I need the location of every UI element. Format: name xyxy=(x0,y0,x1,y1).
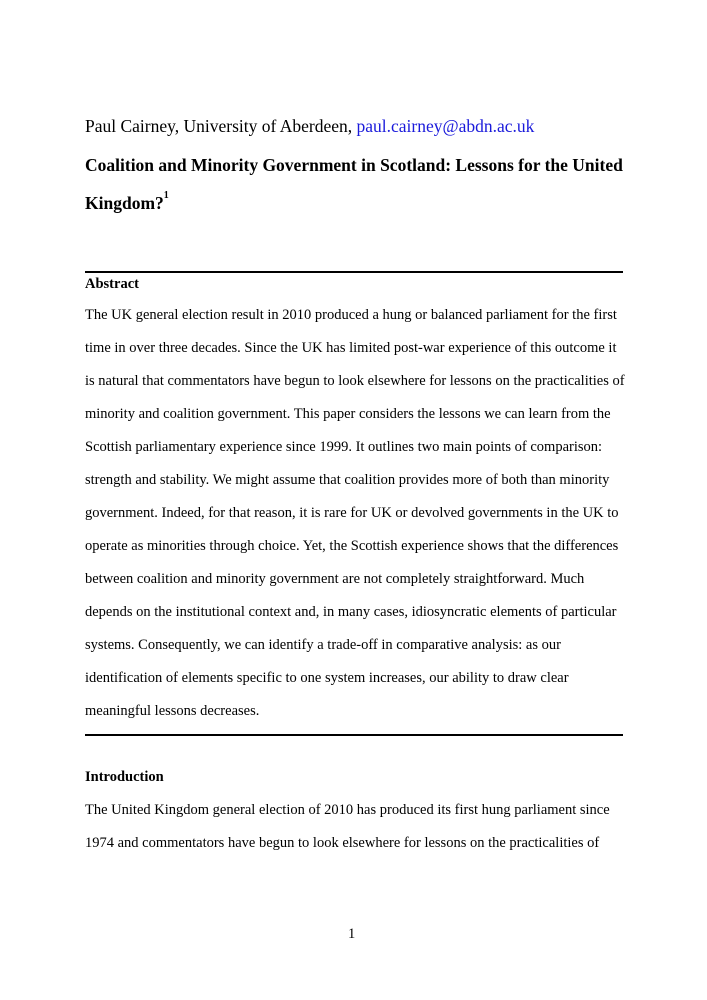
abstract-line: meaningful lessons decreases. xyxy=(85,703,260,719)
introduction-line: 1974 and commentators have begun to look elsewhere for lessons on the practicalities of xyxy=(85,835,600,851)
abstract-bottom-rule xyxy=(85,734,623,736)
page-number: 1 xyxy=(348,926,356,942)
abstract-line: Scottish parliamentary experience since 1999. It outlines two main points of comparison: xyxy=(85,439,603,455)
abstract-line: time in over three decades. Since the UK has limited post-war experience of this outcome it xyxy=(85,340,617,356)
author-email-link[interactable]: paul.cairney@abdn.ac.uk xyxy=(356,116,535,136)
abstract-line: depends on the institutional context and, in many cases, idiosyncratic elements of particular xyxy=(85,604,617,620)
paper-title-line-1: Coalition and Minority Government in Scotland: Lessons for the United xyxy=(85,155,623,175)
author-line xyxy=(85,116,534,137)
abstract-line: operate as minorities through choice. Yet, the Scottish experience shows that the differences xyxy=(85,538,619,554)
footnote-marker[interactable]: 1 xyxy=(163,190,169,201)
abstract-line: between coalition and minority government are not completely straightforward. Much xyxy=(85,571,585,587)
abstract-line: minority and coalition government. This paper considers the lessons we can learn from the xyxy=(85,406,611,422)
paper-title-line-2 xyxy=(85,190,169,214)
abstract-line: systems. Consequently, we can identify a trade-off in comparative analysis: as our xyxy=(85,637,561,653)
abstract-line: identification of elements specific to one system increases, our ability to draw clear xyxy=(85,670,569,686)
introduction-heading: Introduction xyxy=(85,769,164,785)
abstract-line: strength and stability. We might assume that coalition provides more of both than minority xyxy=(85,472,610,488)
paper-title-end: Kingdom? xyxy=(85,193,164,213)
abstract-line: government. Indeed, for that reason, it is rare for UK or devolved governments in the UK to xyxy=(85,505,619,521)
abstract-top-rule xyxy=(85,271,623,273)
abstract-line: is natural that commentators have begun to look elsewhere for lessons on the practicalities of xyxy=(85,373,625,389)
author-affiliation: Paul Cairney, University of Aberdeen, xyxy=(85,116,357,136)
introduction-line: The United Kingdom general election of 2010 has produced its first hung parliament since xyxy=(85,802,610,818)
abstract-line: The UK general election result in 2010 produced a hung or balanced parliament for the first xyxy=(85,307,617,323)
abstract-heading: Abstract xyxy=(85,276,139,292)
